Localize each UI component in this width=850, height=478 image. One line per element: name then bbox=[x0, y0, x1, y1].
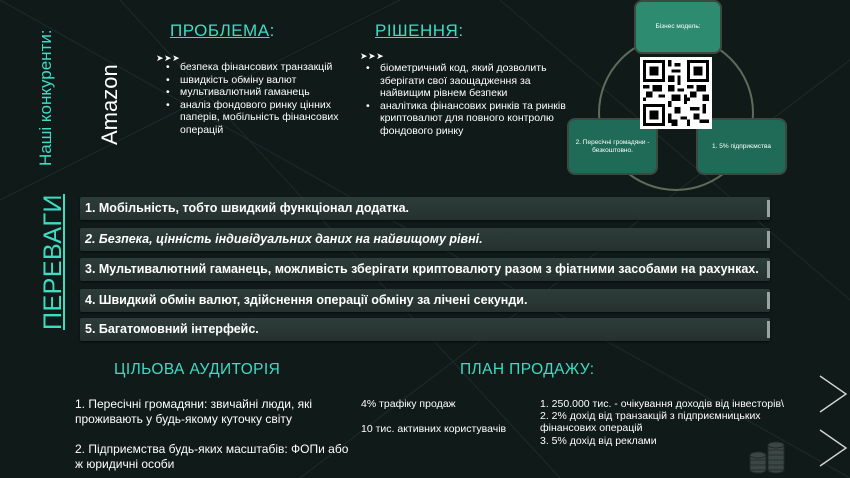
sales-plan-title: ПЛАН ПРОДАЖУ: bbox=[460, 361, 595, 378]
competitors-label: Наші конкуренти: bbox=[36, 29, 55, 166]
audience-item: 2. Підприємства будь-яких масштабів: ФОПи або ж юридичні особи bbox=[75, 442, 349, 471]
audience-item: 1. Пересічні громадяни: звичайні люди, які проживають у будь-якому куточку світу bbox=[75, 397, 313, 426]
solution-title-text: РІШЕННЯ bbox=[375, 21, 459, 40]
arrow-decoration-icon: ➤ ➤ ➤ bbox=[360, 51, 383, 61]
arrow-decoration-icon: ➤ ➤ ➤ bbox=[156, 53, 179, 63]
problem-list bbox=[164, 61, 359, 137]
chevron-decoration-icon bbox=[806, 372, 850, 478]
problem-title-colon: : bbox=[269, 21, 275, 40]
business-model-title-box: Бізнес модель: bbox=[634, 0, 722, 54]
problem-title bbox=[170, 21, 275, 41]
problem-item: • безпека фінансових транзакцій bbox=[164, 61, 359, 74]
qr-code-graphic bbox=[643, 60, 709, 126]
business-model-citizens-box: 2. Пересічні громадяни - безкоштовно. bbox=[567, 118, 658, 175]
business-model-enterprises-box: 1. 5% підприємства bbox=[696, 118, 787, 175]
solution-item: • аналітика фінансових ринків та ринків криптовалют для повного контролю фондового ринку bbox=[364, 100, 569, 138]
problem-item: • аналіз фондового ринку цінних паперів, мобільність фінансових операцій bbox=[164, 99, 359, 137]
sales-plan-item: 1. 250.000 тис. - очікування доходів від інвесторів\ bbox=[540, 398, 784, 410]
sales-stat: 4% трафіку продаж bbox=[361, 398, 456, 410]
sales-stat: 10 тис. активних користувачів bbox=[361, 423, 507, 435]
solution-list bbox=[364, 62, 569, 138]
sales-plan-item: 2. 2% дохід від транзакцій з підприємницьких фінансових операцій bbox=[540, 410, 761, 435]
solution-title bbox=[375, 21, 464, 41]
advantages-label: ПЕРЕВАГИ bbox=[39, 193, 67, 330]
advantage-item: 2. Безпека, цінність індивідуальних даних на найвищому рівні. bbox=[80, 228, 770, 251]
advantage-item: 5. Багатомовний інтерфейс. bbox=[80, 318, 770, 341]
competitor-name: Amazon bbox=[97, 64, 122, 145]
solution-title-colon: : bbox=[458, 21, 464, 40]
problem-title-text: ПРОБЛЕМА bbox=[170, 21, 270, 40]
sales-plan-item: 3. 5% дохід від реклами bbox=[540, 434, 657, 447]
advantage-item: 3. Мультивалютний гаманець, можливість зберігати криптовалюту разом з фіатними засобами на рахунках. bbox=[80, 258, 770, 281]
problem-item: • мультивалютний гаманець bbox=[164, 86, 359, 99]
audience-title: ЦІЛЬОВА АУДИТОРІЯ bbox=[114, 361, 281, 378]
solution-item: • біометричний код, який дозволить зберігати свої заощадження за найвищим рівнем безпеки bbox=[364, 62, 569, 100]
qr-code-icon[interactable] bbox=[640, 57, 712, 129]
problem-item: • швидкість обміну валют bbox=[164, 74, 359, 87]
advantage-item: 4. Швидкий обмін валют, здійснення операції обміну за лічені секунди. bbox=[80, 289, 770, 312]
advantage-item: 1. Мобільність, тобто швидкий функціонал додатка. bbox=[80, 197, 770, 220]
coins-icon bbox=[748, 437, 788, 475]
